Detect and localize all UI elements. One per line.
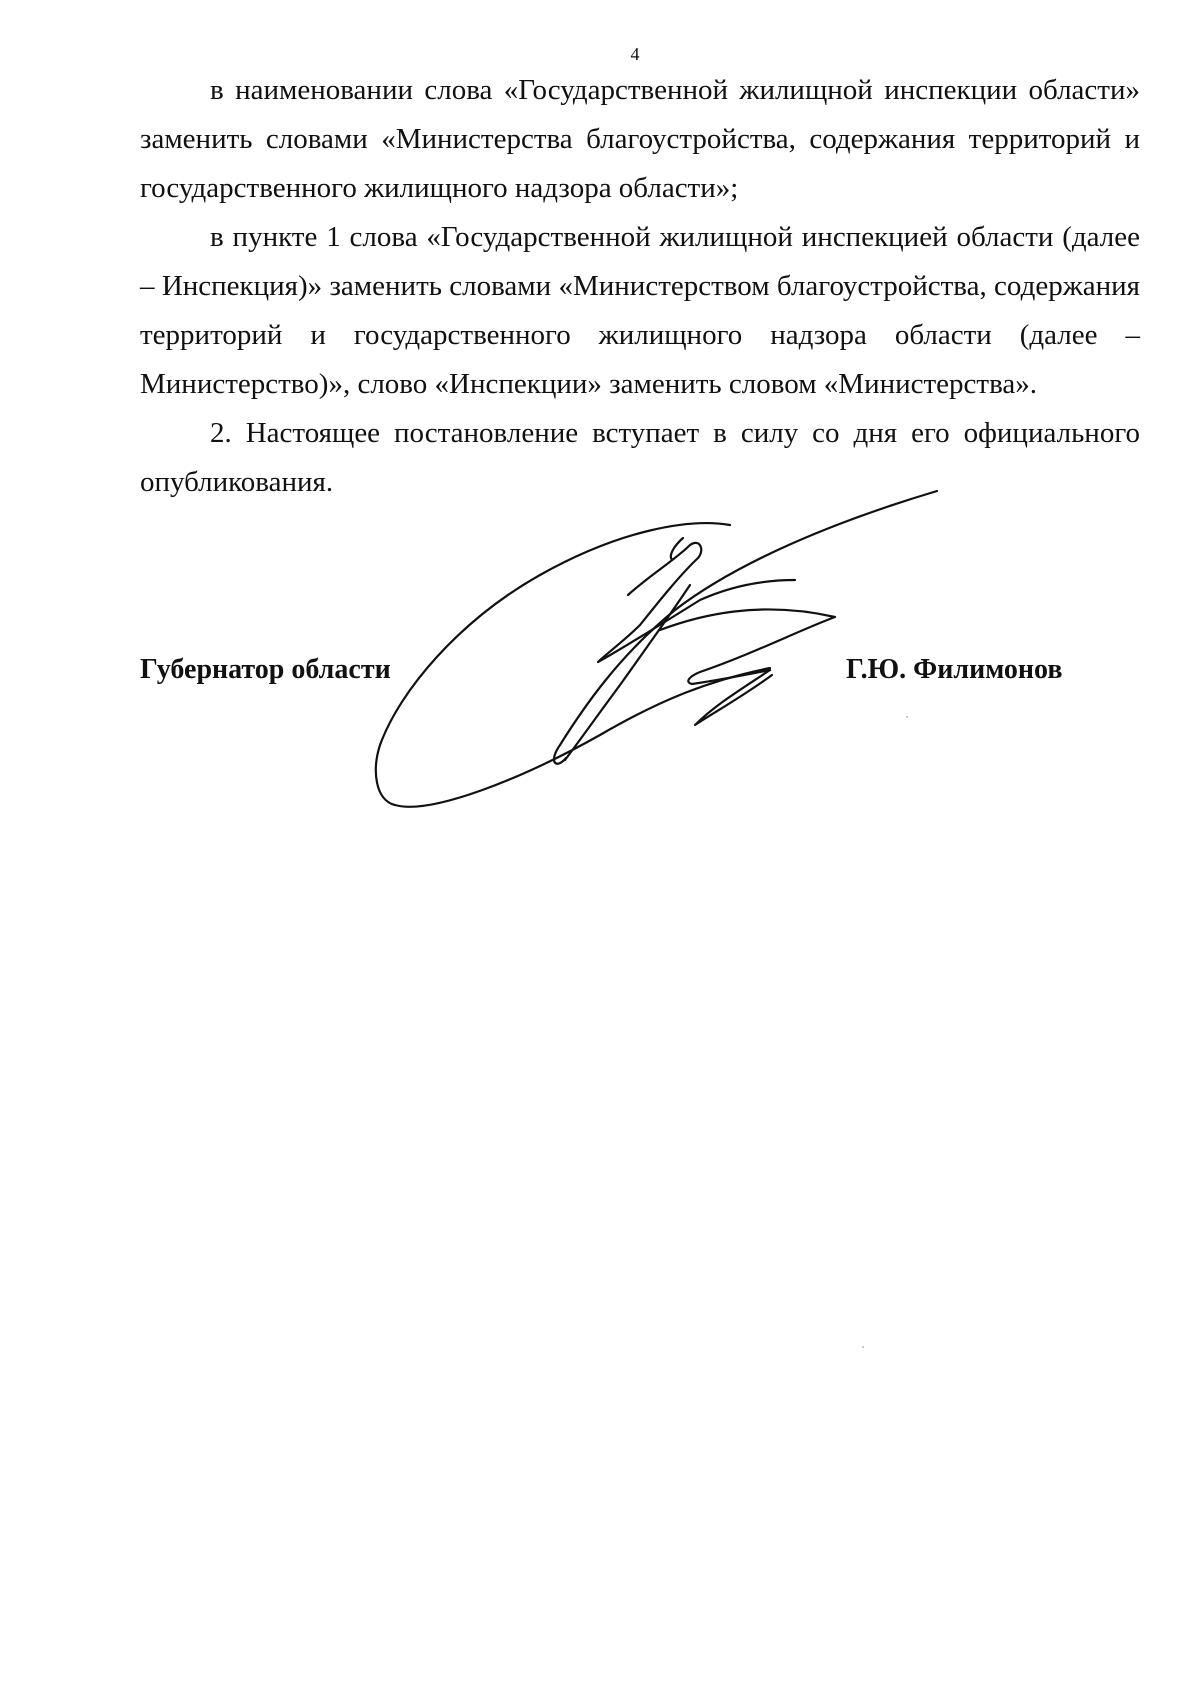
page-number: 4 [630,44,640,64]
scan-speck [906,716,908,718]
paragraph-effective-date: 2. Настоящее постановление вступает в силу со дня его официального опубликования. [140,417,1140,498]
signatory-name: Г.Ю. Филимонов [846,654,1063,685]
scan-speck [862,1346,864,1348]
paragraph-item-1-amendment: в пункте 1 слова «Государственной жилищной инспекцией области (далее – Инспекция)» заменить словами «Министерством благоустройства, содержания территорий и государственного жилищного надзора области (далее – Министерство)», слово «Инспекции» заменить словом «Министерства». [140,221,1140,400]
document-body [140,66,1140,507]
signatory-position: Губернатор области [140,654,391,685]
signature-block [140,654,1140,694]
paragraph-title-amendment: в наименовании слова «Государственной жилищной инспекции области» заменить словами «Министерства благоустройства, содержания территорий и государственного жилищного надзора области»; [140,74,1140,204]
